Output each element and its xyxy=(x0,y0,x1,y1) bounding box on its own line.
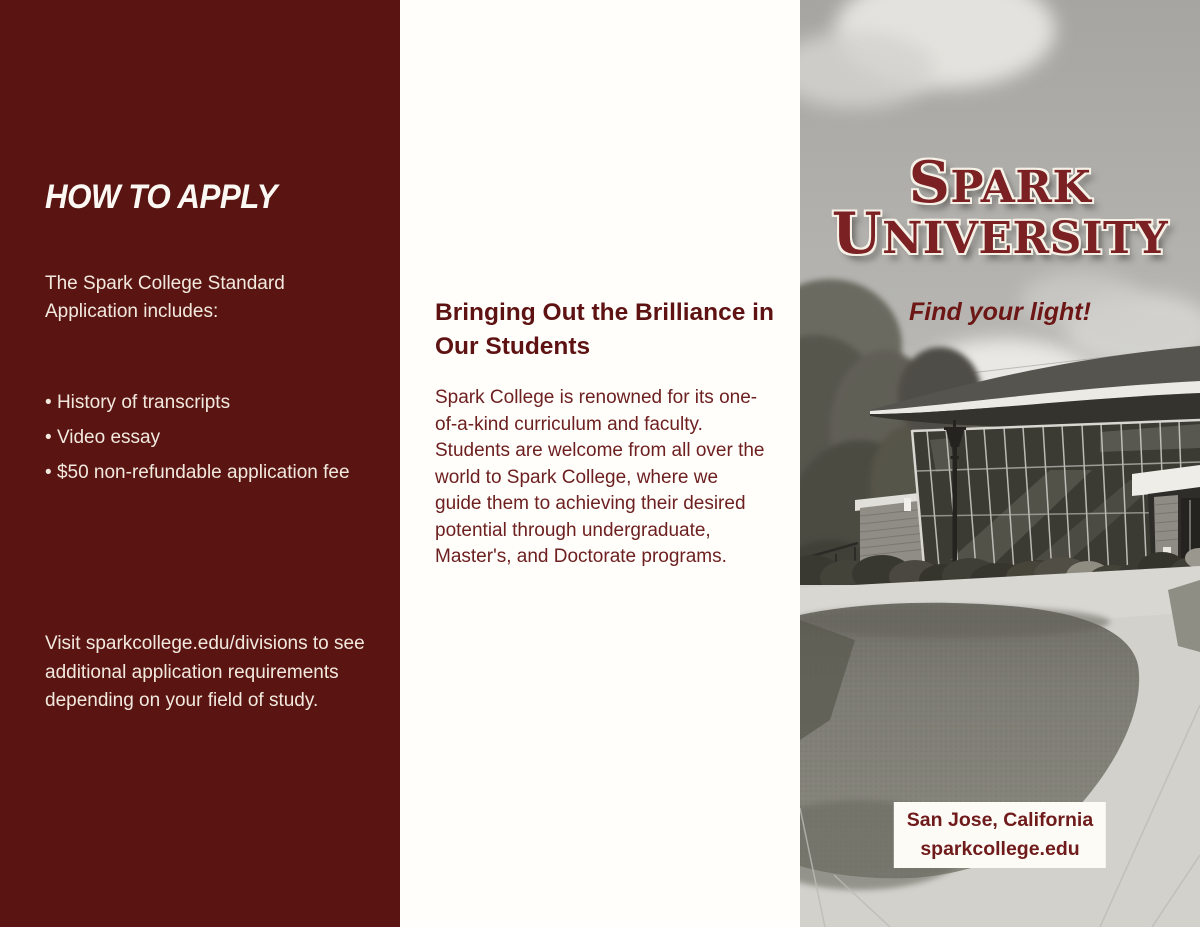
ground xyxy=(800,566,1200,927)
location-card xyxy=(894,802,1106,868)
campus-building-photo xyxy=(800,0,1200,927)
panel-cover xyxy=(800,0,1200,927)
about-paragraph: Students are welcome from all over the world to Spark College, where we guide them to achieving their desired potential through undergraduate, Master's, and Doctorate programs. xyxy=(435,440,765,567)
list-item: • $50 non-refundable application fee xyxy=(45,455,357,490)
panel-about xyxy=(400,0,800,927)
wordmark-line-2: UNIVERSITY xyxy=(831,200,1169,267)
about-heading: Bringing Out the Brilliance in Our Students xyxy=(435,299,774,360)
application-requirements-list xyxy=(45,385,357,490)
university-wordmark xyxy=(800,149,1200,267)
application-intro: The Spark College Standard Application includes: xyxy=(45,273,285,322)
location-website: sparkcollege.edu xyxy=(920,838,1080,860)
list-item: • Video essay xyxy=(45,420,357,455)
about-paragraph: Spark College is renowned for its one-of-a-kind curriculum and faculty. xyxy=(435,387,758,435)
about-body xyxy=(435,385,765,571)
how-to-apply-heading: HOW TO APPLY xyxy=(45,178,277,216)
divisions-note: Visit sparkcollege.edu/divisions to see additional application requirements depending on your field of study. xyxy=(45,633,365,711)
wordmark-line-1: SPARK xyxy=(908,149,1092,216)
location-city: San Jose, California xyxy=(906,809,1094,831)
university-tagline: Find your light! xyxy=(909,298,1091,326)
list-item: • History of transcripts xyxy=(45,385,357,420)
panel-how-to-apply xyxy=(0,0,400,927)
